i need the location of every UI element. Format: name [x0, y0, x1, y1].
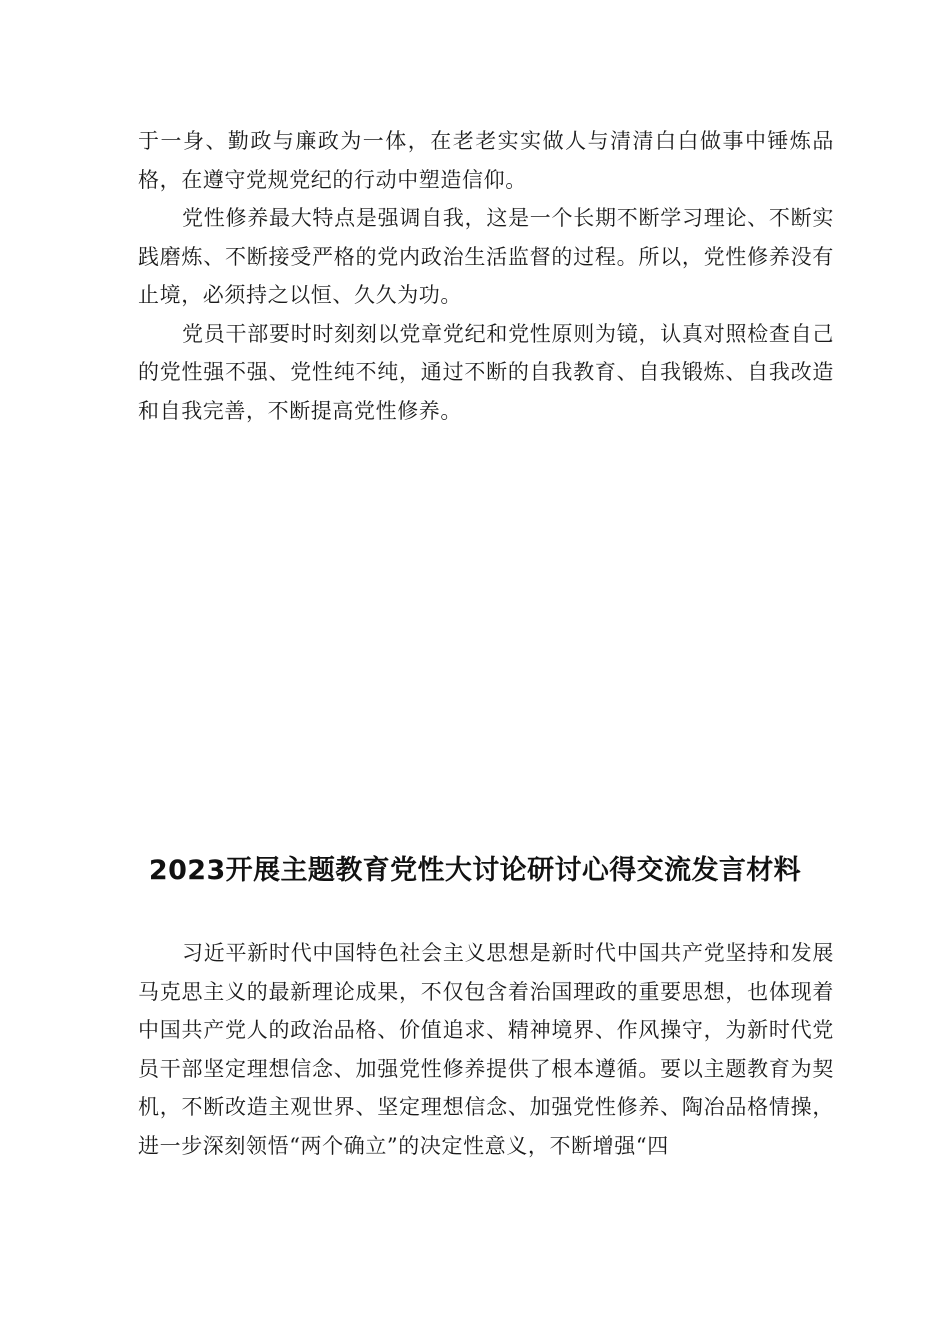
previous-article-continuation — [138, 122, 834, 430]
paragraph-intro: 习近平新时代中国特色社会主义思想是新时代中国共产党坚持和发展马克思主义的最新理论成果，不仅包含着治国理政的重要思想，也体现着中国共产党人的政治品格、价值追求、精神境界、作风操守，为新时代党员干部坚定理想信念、加强党性修养提供了根本遵循。要以主题教育为契机，不断改造主观世界、坚定理想信念、加强党性修养、陶冶品格情操，进一步深刻领悟“两个确立”的决定性意义，不断增强“四 — [138, 941, 834, 1158]
article-body — [138, 934, 834, 1165]
paragraph-party-members-mirror: 党员干部要时时刻刻以党章党纪和党性原则为镜，认真对照检查自己的党性强不强、党性纯不纯，通过不断的自我教育、自我锻炼、自我改造和自我完善，不断提高党性修养。 — [138, 321, 834, 423]
article-title: 2023开展主题教育党性大讨论研讨心得交流发言材料 — [148, 855, 802, 886]
paragraph-party-spirit-cultivation: 党性修养最大特点是强调自我，这是一个长期不断学习理论、不断实践磨炼、不断接受严格的党内政治生活监督的过程。所以，党性修养没有止境，必须持之以恒、久久为功。 — [138, 206, 834, 307]
paragraph-continuation: 于一身、勤政与廉政为一体，在老老实实做人与清清白白做事中锤炼品格，在遵守党规党纪的行动中塑造信仰。 — [138, 129, 834, 192]
